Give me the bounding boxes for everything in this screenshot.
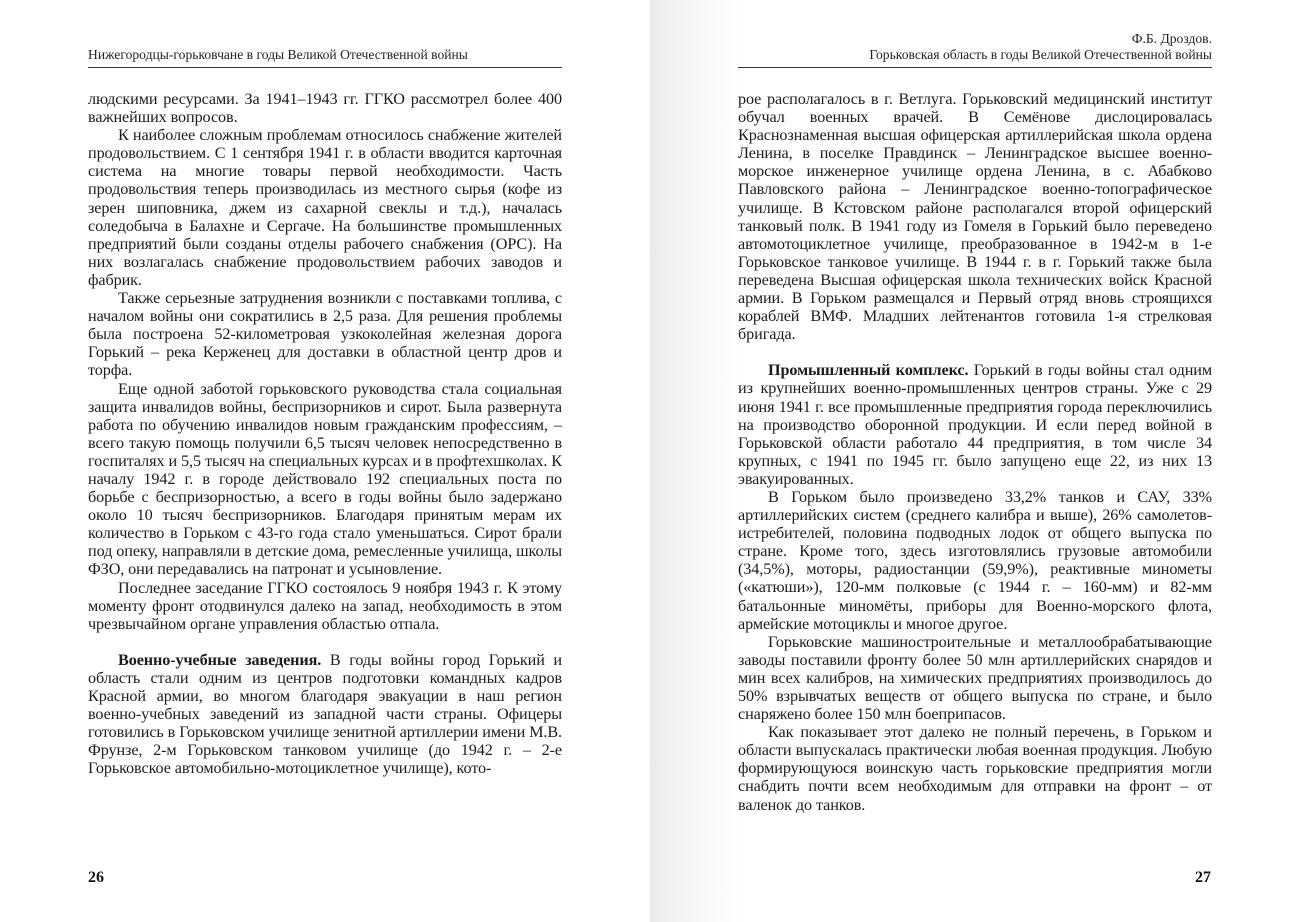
section-paragraph <box>738 361 1212 488</box>
running-head-author: Ф.Б. Дроздов. <box>1131 31 1212 46</box>
section-text: В годы войны город Горький и область стали одним из центров подготовки командных кадров Красной армии, во многом благодаря эвакуации в наш регион военно-учебных заведений из западной части страны. Офицеры готовились в Горьковском училище зенитной артиллерии имени М.В. Фрунзе, 2-м Горьковском танковом училище (до 1942 г. – 2-е Горьковское автомобильно-мотоциклетное училище), кото- <box>88 650 562 778</box>
right-page <box>650 0 1300 922</box>
section-paragraph <box>88 651 562 778</box>
paragraph: К наиболее сложным проблемам относилось снабжение жителей продовольствием. С 1 сентября 1941 г. в области вводится карточная система на многие товары первой необходимости. Часть продовольствия теперь производилась из местного сырья (кофе из зерен шиповника, джем из сахарной свеклы и т.д.), началась соледобыча в Балахне и Сергаче. На большинстве промышленных предприятий были созданы отделы рабочего снабжения (ОРС). На них возлагалась снабжение продовольствием рабочих заводов и фабрик. <box>88 126 562 289</box>
page-number: 26 <box>88 869 104 886</box>
page-number: 27 <box>1195 869 1211 886</box>
running-head-title: Горьковская область в годы Великой Отечественной войны <box>869 47 1212 62</box>
paragraph: людскими ресурсами. За 1941–1943 гг. ГГКО рассмотрел более 400 важнейших вопросов. <box>88 90 562 127</box>
paragraph: Горьковские машиностроительные и металлообрабатывающие заводы поставили фронту более 50 млн артиллерийских снарядов и мин всех калибров, на химических предприятиях производилось до 50% взрывчатых веществ от общего выпуска по стране, и было снаряжено более 150 млн боеприпасов. <box>738 632 1212 724</box>
paragraph: Еще одной заботой горьковского руководства стала социальная защита инвалидов войны, беспризорников и сирот. Была развернута работа по обучению инвалидов новым гражданским профессиям, – всего такую помощь получили 6,5 тысяч человек непосредственно в госпиталях и 5,5 тысяч на специальных курсах и в профтехшколах. К началу 1942 г. в городе действовало 192 специальных поста по борьбе с беспризорностью, а всего в годы войны было задержано около 10 тысяч беспризорников. Благодаря принятым мерам их количество в Горьком с 43-го года стало уменьшаться. Сирот брали под опеку, направляли в детские дома, ремесленные училища, школы ФЗО, они передавались на патронат и усыновление. <box>88 379 562 579</box>
running-head-right <box>738 30 1212 68</box>
paragraph: Как показывает этот далеко не полный перечень, в Горьком и области выпускалась практически любая военная продукция. Любую формирующуюся воинскую часть горьковские предприятия могли снабдить почти всем необходимым для отправки на фронт – от валенок до танков. <box>738 723 1212 814</box>
paragraph: Также серьезные затруднения возникли с поставками топлива, с началом войны они сократились в 2,5 раза. Для решения проблемы была построена 52-километровая узкоколейная железная дорога Горький – река Керженец для доставки в областной центр дров и торфа. <box>88 289 562 380</box>
right-page-body <box>738 90 1212 814</box>
paragraph: В Горьком было произведено 33,2% танков и САУ, 33% артиллерийских систем (среднего калибра и выше), 26% самолетов-истребителей, половина подводных лодок от общего выпуска по стране. Кроме того, здесь изготовлялись грузовые автомобили (34,5%), моторы, радиостанции (59,9%), реактивные минометы («катюши»), 120-мм полковые (с 1944 г. – 160-мм) и 82-мм батальонные минoмёты, приборы для Военно-морского флота, армейские мотоциклы и многое другое. <box>738 487 1212 633</box>
paragraph: рое располагалось в г. Ветлуга. Горьковский медицинский институт обучал военных врачей. В Семёнове дислоцировалась Краснознаменная высшая офицерская артиллерийская школа ордена Ленина, в поселке Правдинск – Ленинградское высшее военно-морское инженерное училище ордена Ленина, в с. Абабково Павловского района – Ленинградское военно-топографическое училище. В Кстовском районе располагался второй офицерский танковый полк. В 1941 году из Гомеля в Горький было переведено автомотоциклетное училище, преобразованное в 1942-м в 1-е Горьковское танковое училище. В 1944 г. в г. Горький также была переведена Высшая офицерская школа технических войск Красной армии. В Горьком размещался и Первый отряд вновь строящихся кораблей ВМФ. Младших лейтенантов готовила 1-я стрелковая бригада. <box>738 90 1212 344</box>
section-heading: Промышленный комплекс. <box>768 361 969 380</box>
section-heading: Военно-учебные заведения. <box>118 650 322 669</box>
paragraph: Последнее заседание ГГКО состоялось 9 ноября 1943 г. К этому моменту фронт отодвинулся далеко на запад, необходимость в этом чрезвычайном органе управления областью отпала. <box>88 578 562 633</box>
section-text: Горький в годы войны стал одним из крупнейших военно-промышленных центров страны. Уже с 29 июня 1941 г. все промышленные предприятия города переключились на производство оборонной продукции. И если перед войной в Горьковской области работало 44 предприятия, в том числе 34 крупных, с 1941 по 1945 гг. было запущено еще 22, из них 13 эвакуированных. <box>738 361 1212 488</box>
running-head-title: Нижегородцы-горьковчане в годы Великой Отечественной войны <box>88 47 468 62</box>
left-page-body <box>88 90 562 777</box>
running-head-left <box>88 30 562 68</box>
